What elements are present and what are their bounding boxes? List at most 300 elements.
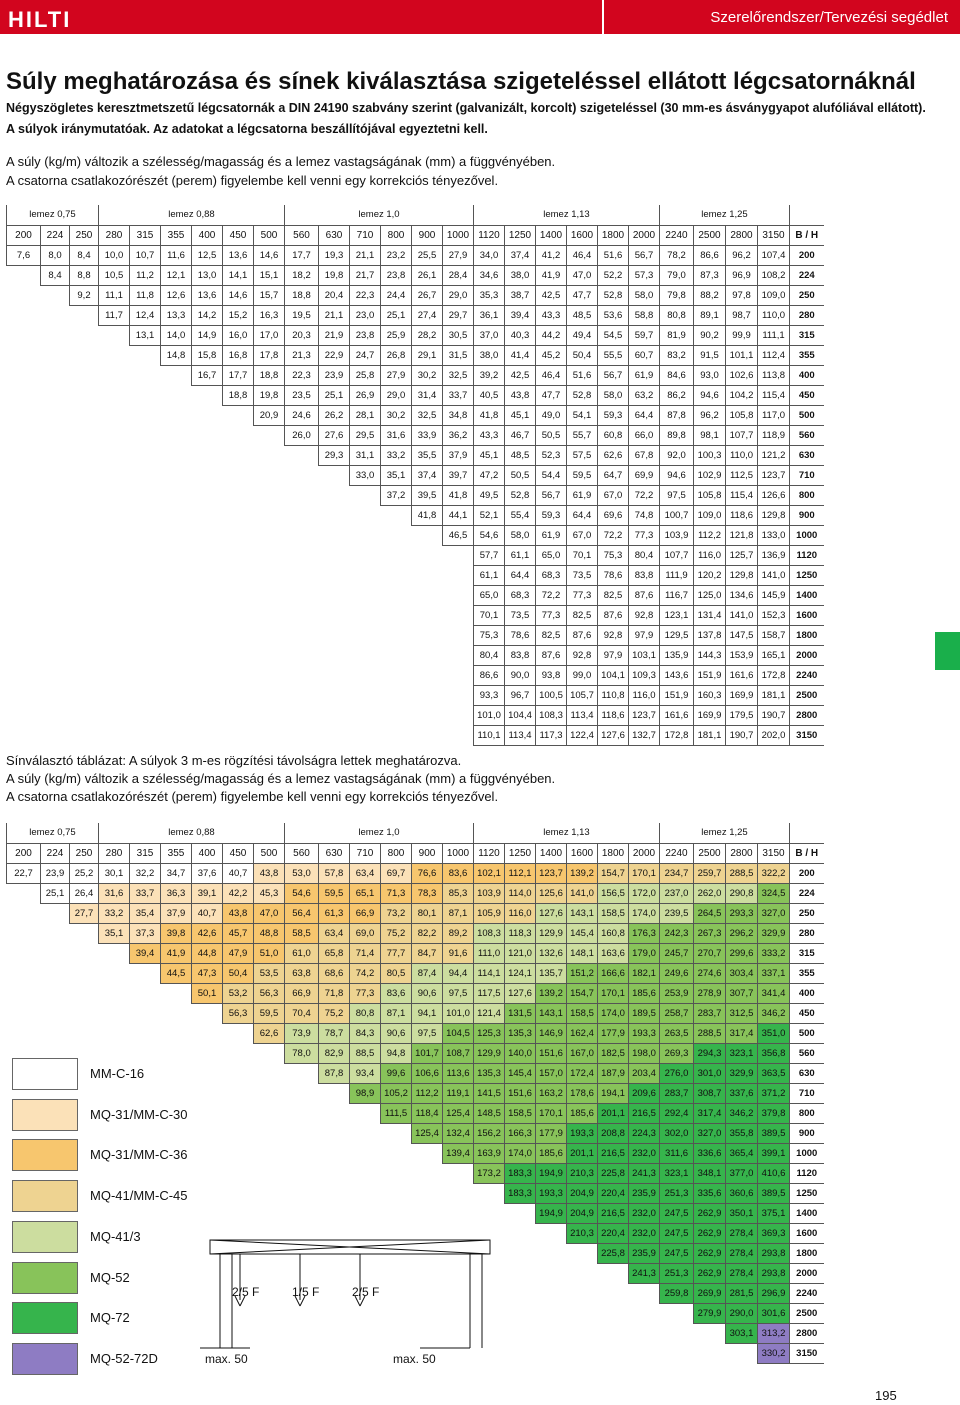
legend-swatch xyxy=(12,1343,78,1375)
weight-cell: 116,0 xyxy=(505,903,536,923)
empty-cell xyxy=(223,1163,254,1183)
empty-cell xyxy=(41,505,70,525)
weight-cell: 46,4 xyxy=(567,245,598,265)
weight-cell: 127,6 xyxy=(598,725,629,745)
row-height-label: 250 xyxy=(790,903,824,923)
empty-cell xyxy=(412,725,443,745)
weight-cell: 303,4 xyxy=(726,963,758,983)
empty-cell xyxy=(192,425,223,445)
weight-cell: 31,1 xyxy=(350,445,381,465)
weight-cell: 17,8 xyxy=(254,345,285,365)
empty-cell xyxy=(7,883,41,903)
empty-cell xyxy=(350,1243,381,1263)
row-height-label: 315 xyxy=(790,943,824,963)
weight-cell: 75,2 xyxy=(319,1003,350,1023)
empty-cell xyxy=(381,645,412,665)
weight-cell: 49,4 xyxy=(567,325,598,345)
table-row xyxy=(7,525,824,545)
empty-cell xyxy=(319,1303,350,1323)
weight-cell: 58,0 xyxy=(598,385,629,405)
empty-cell xyxy=(99,365,130,385)
table-row xyxy=(7,485,824,505)
row-height-label: 630 xyxy=(790,445,824,465)
weight-cell: 43,3 xyxy=(536,305,567,325)
empty-cell xyxy=(319,1143,350,1163)
empty-cell xyxy=(223,645,254,665)
weight-cell: 51,0 xyxy=(254,943,285,963)
weight-cell: 25,1 xyxy=(381,305,412,325)
weight-cell: 296,9 xyxy=(758,1283,790,1303)
weight-cell: 74,2 xyxy=(350,963,381,983)
weight-cell: 75,3 xyxy=(474,625,505,645)
empty-cell xyxy=(161,725,192,745)
empty-cell xyxy=(285,1123,319,1143)
table-row xyxy=(7,685,824,705)
weight-cell: 365,4 xyxy=(726,1143,758,1163)
weight-cell: 22,7 xyxy=(7,863,41,883)
table-row xyxy=(7,963,824,983)
row-height-label: 400 xyxy=(790,983,824,1003)
empty-cell xyxy=(41,903,70,923)
empty-cell xyxy=(223,565,254,585)
dimension-header: 3150 xyxy=(758,843,790,863)
empty-cell xyxy=(567,1283,598,1303)
weight-cell: 329,9 xyxy=(726,1063,758,1083)
weight-cell: 290,8 xyxy=(726,883,758,903)
weight-cell: 69,0 xyxy=(350,923,381,943)
empty-cell xyxy=(70,345,99,365)
empty-cell xyxy=(192,1163,223,1183)
empty-cell xyxy=(285,545,319,565)
weight-cell: 13,1 xyxy=(130,325,161,345)
empty-cell xyxy=(192,505,223,525)
weight-cell: 70,1 xyxy=(474,605,505,625)
weight-cell: 135,3 xyxy=(474,1063,505,1083)
empty-cell xyxy=(223,685,254,705)
empty-cell xyxy=(130,385,161,405)
empty-cell xyxy=(7,983,41,1003)
weight-cell: 131,5 xyxy=(505,1003,536,1023)
empty-cell xyxy=(505,1223,536,1243)
weight-cell: 10,0 xyxy=(99,245,130,265)
empty-cell xyxy=(130,485,161,505)
empty-cell xyxy=(412,1243,443,1263)
empty-cell xyxy=(536,1223,567,1243)
weight-cell: 262,0 xyxy=(694,883,726,903)
weight-cell: 216,5 xyxy=(598,1143,629,1163)
weight-cell: 56,3 xyxy=(223,1003,254,1023)
empty-cell xyxy=(254,1103,285,1123)
weight-cell: 84,6 xyxy=(660,365,694,385)
weight-cell: 148,1 xyxy=(567,943,598,963)
row-height-label: 1120 xyxy=(790,1163,824,1183)
weight-cell: 33,7 xyxy=(443,385,474,405)
empty-cell xyxy=(350,1283,381,1303)
weight-cell: 44,2 xyxy=(536,325,567,345)
empty-cell xyxy=(319,645,350,665)
weight-cell: 143,1 xyxy=(536,1003,567,1023)
empty-cell xyxy=(319,505,350,525)
empty-cell xyxy=(192,705,223,725)
weight-cell: 182,5 xyxy=(598,1043,629,1063)
empty-cell xyxy=(41,305,70,325)
empty-cell xyxy=(629,1283,660,1303)
dimension-header: 450 xyxy=(223,225,254,245)
empty-cell xyxy=(350,1263,381,1283)
group-label: lemez 0,88 xyxy=(99,205,285,225)
weight-cell: 112,1 xyxy=(505,863,536,883)
empty-cell xyxy=(285,1323,319,1343)
weight-cell: 109,3 xyxy=(629,665,660,685)
empty-cell xyxy=(161,445,192,465)
dimension-header: 2240 xyxy=(660,225,694,245)
weight-cell: 293,8 xyxy=(758,1263,790,1283)
weight-cell: 36,1 xyxy=(474,305,505,325)
weight-cell: 193,3 xyxy=(567,1123,598,1143)
weight-cell: 65,8 xyxy=(319,943,350,963)
weight-cell: 166,6 xyxy=(598,963,629,983)
weight-cell: 209,6 xyxy=(629,1083,660,1103)
empty-cell xyxy=(319,545,350,565)
weight-cell: 85,3 xyxy=(443,883,474,903)
table-row xyxy=(7,405,824,425)
weight-cell: 97,9 xyxy=(598,645,629,665)
empty-cell xyxy=(130,465,161,485)
weight-cell: 105,8 xyxy=(726,405,758,425)
weight-cell: 327,0 xyxy=(758,903,790,923)
dimension-header: 200 xyxy=(7,225,41,245)
weight-cell: 118,6 xyxy=(598,705,629,725)
empty-cell xyxy=(161,1003,192,1023)
weight-cell: 11,1 xyxy=(99,285,130,305)
weight-cell: 162,4 xyxy=(567,1023,598,1043)
empty-cell xyxy=(99,425,130,445)
weight-cell: 24,7 xyxy=(350,345,381,365)
weight-cell: 58,0 xyxy=(629,285,660,305)
empty-cell xyxy=(223,485,254,505)
weight-cell: 139,2 xyxy=(536,983,567,1003)
weight-cell: 123,7 xyxy=(758,465,790,485)
weight-cell: 76,6 xyxy=(412,863,443,883)
empty-cell xyxy=(161,705,192,725)
empty-cell xyxy=(319,565,350,585)
empty-cell xyxy=(223,625,254,645)
weight-cell: 116,0 xyxy=(694,545,726,565)
empty-cell xyxy=(161,1223,192,1243)
weight-cell: 389,5 xyxy=(758,1183,790,1203)
weight-cell: 313,2 xyxy=(758,1323,790,1343)
empty-cell xyxy=(223,1323,254,1343)
weight-cell: 94,6 xyxy=(694,385,726,405)
empty-cell xyxy=(130,725,161,745)
empty-cell xyxy=(474,1223,505,1243)
weight-cell: 21,7 xyxy=(350,265,381,285)
weight-cell: 112,4 xyxy=(758,345,790,365)
weight-cell: 112,2 xyxy=(412,1083,443,1103)
weight-cell: 216,5 xyxy=(629,1103,660,1123)
weight-cell: 121,2 xyxy=(758,445,790,465)
weight-cell: 33,7 xyxy=(130,883,161,903)
weight-cell: 278,4 xyxy=(726,1263,758,1283)
empty-cell xyxy=(319,465,350,485)
weight-cell: 322,2 xyxy=(758,863,790,883)
weight-cell: 154,7 xyxy=(598,863,629,883)
weight-cell: 42,5 xyxy=(505,365,536,385)
weight-cell: 190,7 xyxy=(758,705,790,725)
empty-cell xyxy=(412,525,443,545)
weight-cell: 157,0 xyxy=(536,1063,567,1083)
weight-cell: 119,1 xyxy=(443,1083,474,1103)
empty-cell xyxy=(694,1323,726,1343)
empty-cell xyxy=(7,545,41,565)
weight-cell: 111,1 xyxy=(758,325,790,345)
force-label-3: 2/5 F xyxy=(352,1285,380,1299)
weight-cell: 114,1 xyxy=(474,963,505,983)
empty-cell xyxy=(7,585,41,605)
table-row xyxy=(7,605,824,625)
empty-cell xyxy=(41,645,70,665)
weight-cell: 57,7 xyxy=(474,545,505,565)
weight-cell: 50,5 xyxy=(505,465,536,485)
weight-cell: 172,4 xyxy=(567,1063,598,1083)
empty-cell xyxy=(41,665,70,685)
empty-cell xyxy=(41,345,70,365)
table-row xyxy=(7,863,824,883)
empty-cell xyxy=(285,725,319,745)
weight-cell: 308,7 xyxy=(694,1083,726,1103)
weight-cell: 55,4 xyxy=(505,505,536,525)
empty-cell xyxy=(285,1103,319,1123)
weight-cell: 10,5 xyxy=(99,265,130,285)
weight-cell: 101,0 xyxy=(443,1003,474,1023)
dimension-header: 1000 xyxy=(443,225,474,245)
brand-logo: HILTI xyxy=(8,7,72,32)
empty-cell xyxy=(443,725,474,745)
weight-cell: 116,7 xyxy=(660,585,694,605)
weight-cell: 312,5 xyxy=(726,1003,758,1023)
weight-cell: 98,9 xyxy=(350,1083,381,1103)
empty-cell xyxy=(161,645,192,665)
empty-cell xyxy=(99,405,130,425)
weight-cell: 22,3 xyxy=(285,365,319,385)
weight-cell: 65,1 xyxy=(350,883,381,903)
weight-cell: 12,4 xyxy=(130,305,161,325)
dimension-header: 900 xyxy=(412,843,443,863)
empty-cell xyxy=(443,645,474,665)
weight-cell: 96,9 xyxy=(726,265,758,285)
force-label-1: 2/5 F xyxy=(232,1285,260,1299)
legend-swatch xyxy=(12,1302,78,1334)
weight-cell: 262,9 xyxy=(694,1243,726,1263)
weight-cell: 371,2 xyxy=(758,1083,790,1103)
empty-cell xyxy=(41,625,70,645)
weight-cell: 97,5 xyxy=(443,983,474,1003)
empty-cell xyxy=(660,1323,694,1343)
empty-cell xyxy=(319,1263,350,1283)
weight-cell: 24,4 xyxy=(381,285,412,305)
empty-cell xyxy=(474,1203,505,1223)
empty-cell xyxy=(130,1083,161,1103)
weight-cell: 63,4 xyxy=(319,923,350,943)
row-height-label: 280 xyxy=(790,923,824,943)
weight-cell: 59,5 xyxy=(254,1003,285,1023)
weight-cell: 94,1 xyxy=(412,1003,443,1023)
table-row xyxy=(7,305,824,325)
empty-cell xyxy=(41,465,70,485)
note-weight-2: A súly (kg/m) változik a szélesség/magasság és a lemez vastagságának (mm) a függvényében. xyxy=(6,771,556,786)
empty-cell xyxy=(381,1123,412,1143)
weight-cell: 43,8 xyxy=(223,903,254,923)
row-height-label: 710 xyxy=(790,465,824,485)
weight-cell: 293,8 xyxy=(758,1243,790,1263)
weight-cell: 30,2 xyxy=(412,365,443,385)
dimension-header: 280 xyxy=(99,843,130,863)
weight-cell: 13,0 xyxy=(192,265,223,285)
empty-cell xyxy=(254,1303,285,1323)
empty-cell xyxy=(161,685,192,705)
weight-cell: 28,4 xyxy=(443,265,474,285)
table-row xyxy=(7,665,824,685)
empty-cell xyxy=(350,1343,381,1363)
weight-cell: 15,7 xyxy=(254,285,285,305)
row-height-label: 710 xyxy=(790,1083,824,1103)
weight-cell: 67,0 xyxy=(567,525,598,545)
weight-cell: 53,6 xyxy=(598,305,629,325)
empty-cell xyxy=(319,1283,350,1303)
weight-cell: 232,0 xyxy=(629,1223,660,1243)
weight-cell: 194,1 xyxy=(598,1083,629,1103)
weight-cell: 33,2 xyxy=(381,445,412,465)
weight-cell: 225,8 xyxy=(598,1163,629,1183)
empty-cell xyxy=(223,505,254,525)
weight-cell: 44,5 xyxy=(161,963,192,983)
weight-cell: 82,5 xyxy=(536,625,567,645)
empty-cell xyxy=(381,525,412,545)
weight-cell: 242,3 xyxy=(660,923,694,943)
empty-cell xyxy=(505,1303,536,1323)
weight-cell: 324,5 xyxy=(758,883,790,903)
empty-cell xyxy=(130,1283,161,1303)
weight-cell: 20,3 xyxy=(285,325,319,345)
weight-cell: 78,3 xyxy=(412,883,443,903)
empty-cell xyxy=(70,625,99,645)
empty-cell xyxy=(99,345,130,365)
empty-cell xyxy=(192,1183,223,1203)
weight-cell: 55,7 xyxy=(567,425,598,445)
empty-cell xyxy=(99,505,130,525)
weight-cell: 101,7 xyxy=(412,1043,443,1063)
row-height-label: 400 xyxy=(790,365,824,385)
weight-cell: 203,4 xyxy=(629,1063,660,1083)
weight-cell: 35,1 xyxy=(99,923,130,943)
note-flange-2: A csatorna csatlakozórészét (perem) figyelembe kell venni egy korrekciós tényezővel. xyxy=(6,789,499,804)
weight-cell: 156,5 xyxy=(598,883,629,903)
weight-cell: 75,3 xyxy=(598,545,629,565)
weight-cell: 26,0 xyxy=(285,425,319,445)
weight-cell: 193,3 xyxy=(629,1023,660,1043)
empty-cell xyxy=(41,485,70,505)
empty-cell xyxy=(99,445,130,465)
weight-cell: 351,0 xyxy=(758,1023,790,1043)
weight-cell: 14,8 xyxy=(161,345,192,365)
row-height-label: 200 xyxy=(790,863,824,883)
empty-cell xyxy=(381,1323,412,1343)
weight-cell: 54,5 xyxy=(598,325,629,345)
weight-cell: 201,1 xyxy=(598,1103,629,1123)
weight-cell: 21,1 xyxy=(319,305,350,325)
row-height-label: 1000 xyxy=(790,1143,824,1163)
weight-cell: 161,6 xyxy=(660,705,694,725)
empty-cell xyxy=(443,625,474,645)
weight-cell: 22,3 xyxy=(350,285,381,305)
weight-cell: 20,4 xyxy=(319,285,350,305)
weight-cell: 46,4 xyxy=(536,365,567,385)
empty-cell xyxy=(319,705,350,725)
weight-cell: 34,0 xyxy=(474,245,505,265)
empty-cell xyxy=(350,1303,381,1323)
weight-cell: 161,6 xyxy=(726,665,758,685)
table-row xyxy=(7,1083,824,1103)
weight-cell: 125,0 xyxy=(694,585,726,605)
row-height-label: 800 xyxy=(790,1103,824,1123)
empty-cell xyxy=(99,1323,130,1343)
table-row xyxy=(7,1243,824,1263)
weight-cell: 86,6 xyxy=(474,665,505,685)
empty-cell xyxy=(41,605,70,625)
weight-cell: 63,2 xyxy=(629,385,660,405)
header-bar xyxy=(0,0,960,34)
row-height-label: 1400 xyxy=(790,585,824,605)
weight-cell: 141,0 xyxy=(726,605,758,625)
empty-cell xyxy=(285,465,319,485)
empty-cell xyxy=(474,1343,505,1363)
empty-cell xyxy=(161,405,192,425)
empty-cell xyxy=(223,445,254,465)
table-row xyxy=(7,705,824,725)
table-row xyxy=(7,903,824,923)
weight-cell: 120,2 xyxy=(694,565,726,585)
empty-cell xyxy=(254,505,285,525)
weight-cell: 99,9 xyxy=(726,325,758,345)
empty-cell xyxy=(536,1283,567,1303)
weight-cell: 124,1 xyxy=(505,963,536,983)
legend-swatch xyxy=(12,1221,78,1253)
empty-cell xyxy=(412,1343,443,1363)
empty-cell xyxy=(99,963,130,983)
weight-cell: 51,6 xyxy=(567,365,598,385)
weight-cell: 34,8 xyxy=(443,405,474,425)
weight-cell: 134,6 xyxy=(726,585,758,605)
empty-cell xyxy=(41,923,70,943)
empty-cell xyxy=(285,665,319,685)
weight-cell: 350,1 xyxy=(726,1203,758,1223)
dimension-header: 250 xyxy=(70,225,99,245)
weight-cell: 132,4 xyxy=(443,1123,474,1143)
empty-cell xyxy=(254,585,285,605)
row-height-label: 1400 xyxy=(790,1203,824,1223)
empty-cell xyxy=(319,1163,350,1183)
empty-cell xyxy=(319,665,350,685)
weight-cell: 61,1 xyxy=(474,565,505,585)
empty-cell xyxy=(7,265,41,285)
weight-cell: 177,9 xyxy=(598,1023,629,1043)
empty-cell xyxy=(161,365,192,385)
empty-cell xyxy=(7,943,41,963)
empty-cell xyxy=(223,1243,254,1263)
dimension-header: 630 xyxy=(319,225,350,245)
empty-cell xyxy=(474,1183,505,1203)
weight-cell: 369,3 xyxy=(758,1223,790,1243)
